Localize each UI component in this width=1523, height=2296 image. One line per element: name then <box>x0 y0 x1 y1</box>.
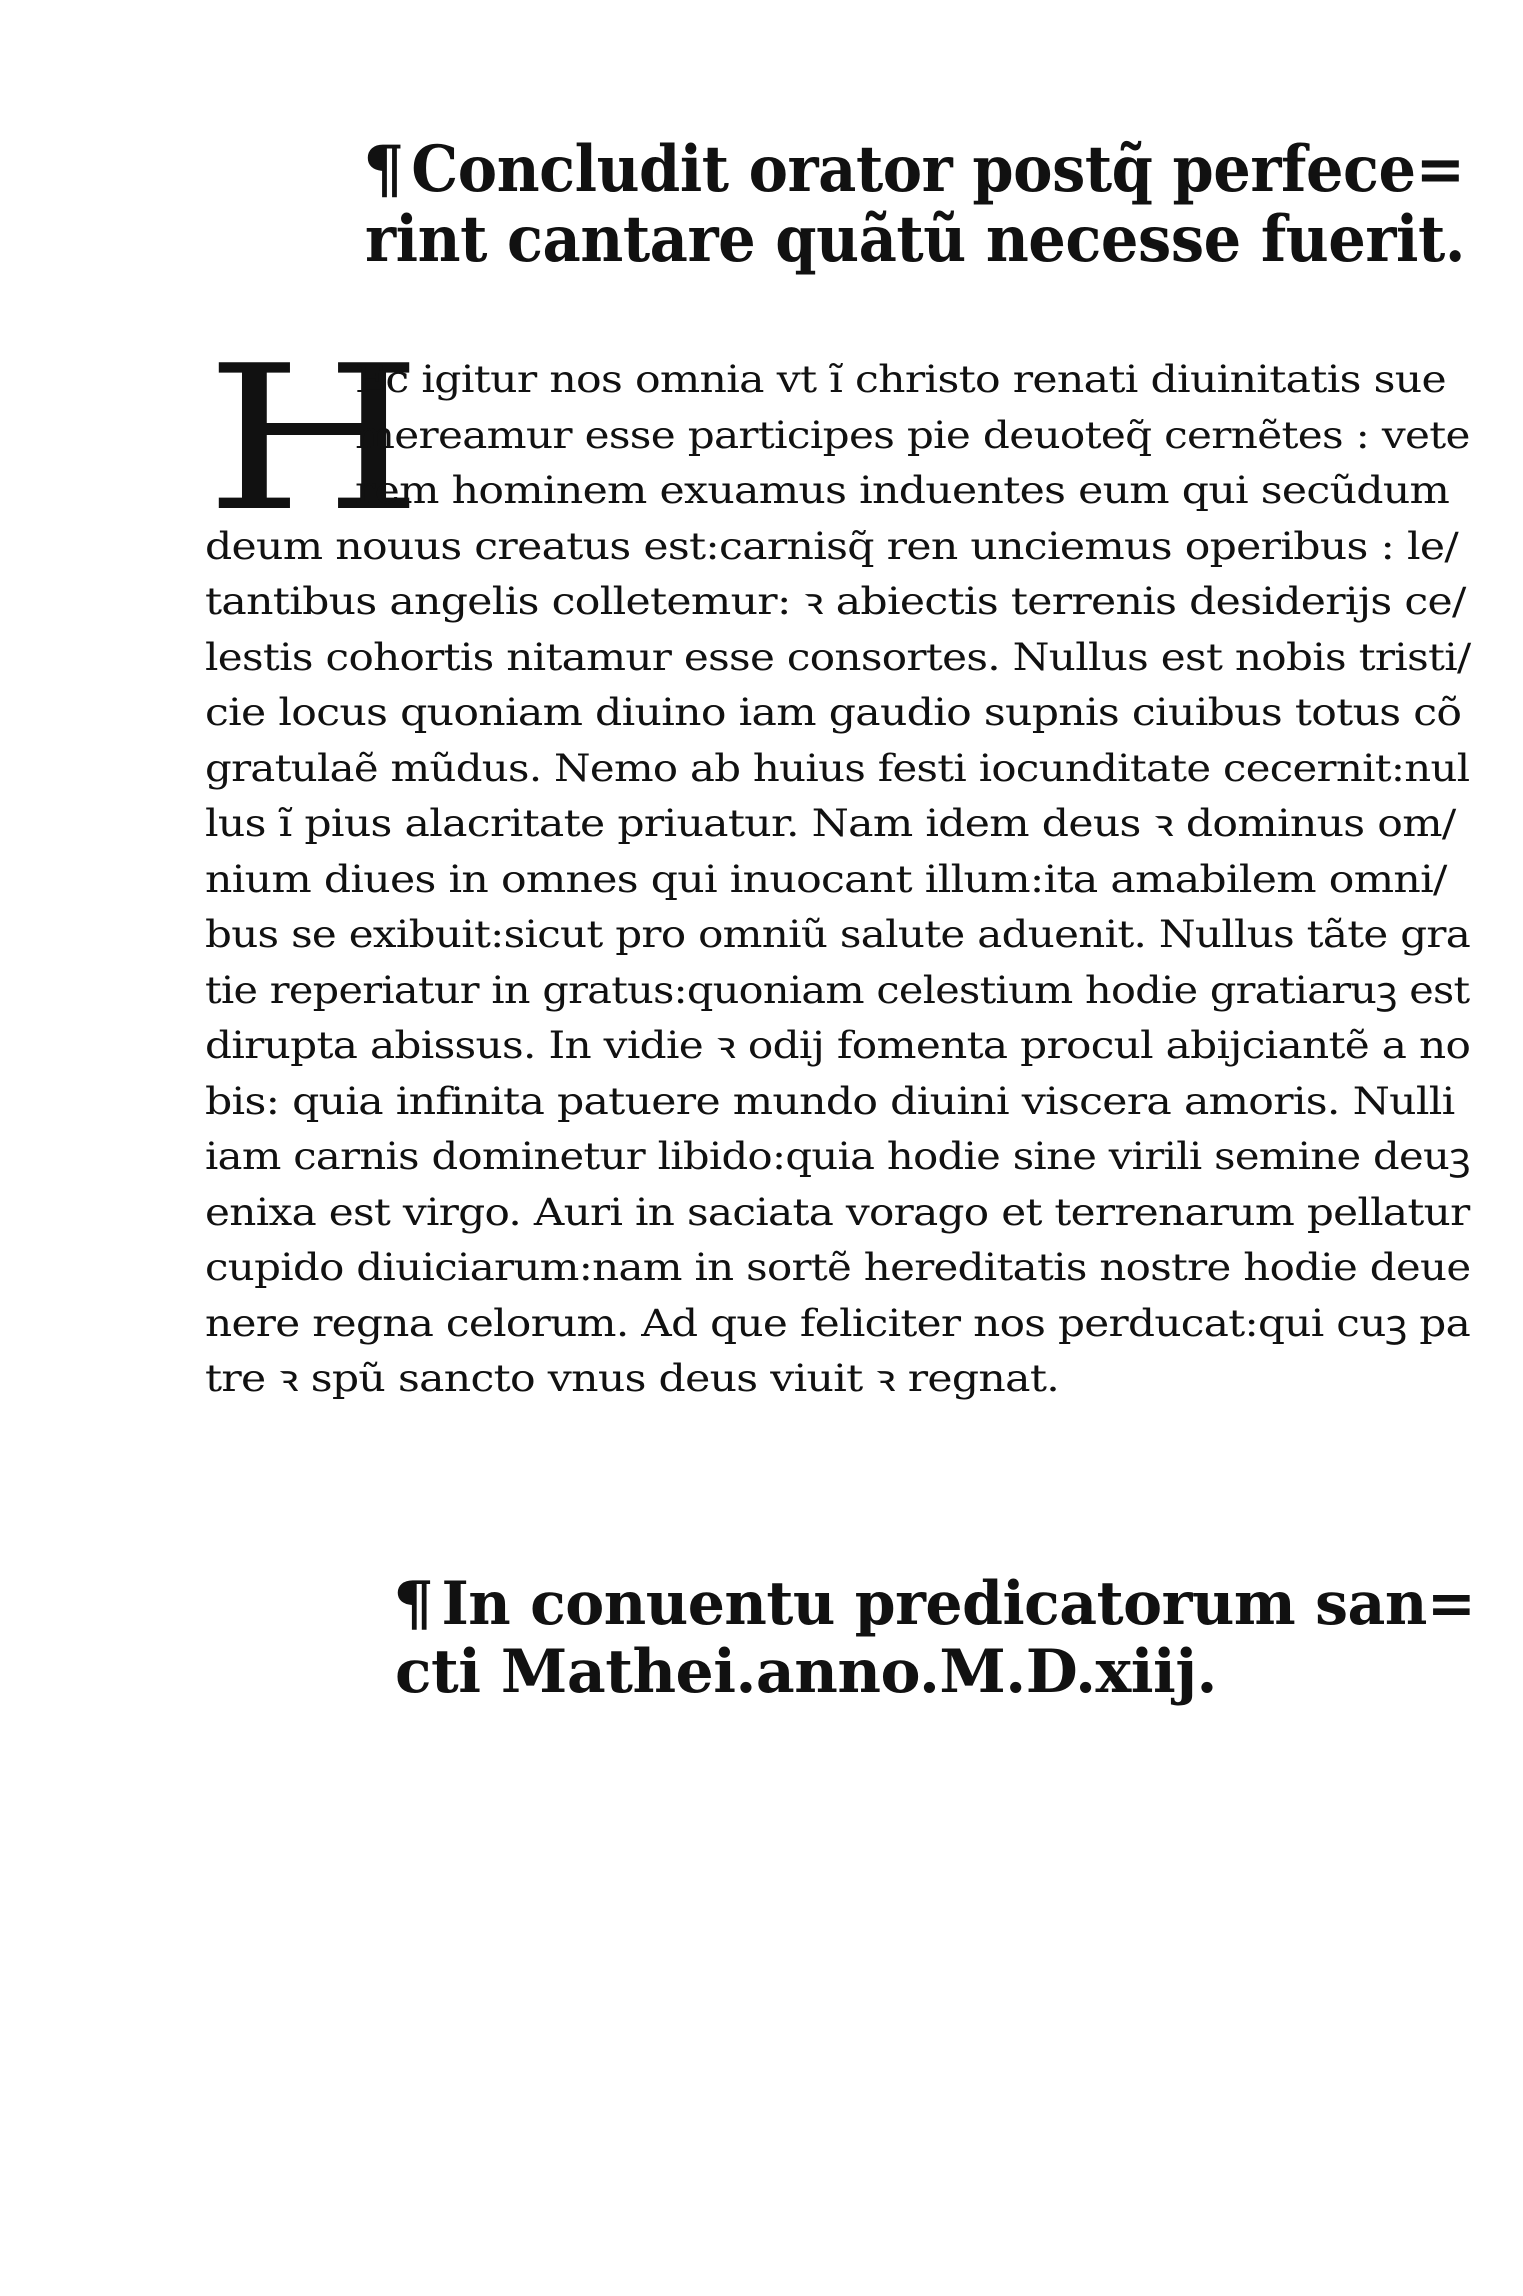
body-line: nium diues in omnes qui inuocant illum:ita amabilem omni/ <box>205 857 1447 901</box>
body-line: gratulaẽ mũdus. Nemo ab huius festi iocunditate cecernit:nul <box>205 746 1470 790</box>
colophon-line-2: cti Mathei.anno.M.D.xiij. <box>395 1637 1217 1707</box>
heading-line-1 <box>363 132 1465 207</box>
pilcrow-mark: ¶ <box>363 132 404 207</box>
body-line: bus se exibuit:sicut pro omniũ salute aduenit. Nullus tãte gra <box>205 913 1471 956</box>
body-line: dirupta abissus. In vidie ꝛ odij fomenta procul abijciantẽ a no <box>205 1024 1471 1067</box>
pilcrow-mark: ¶ <box>393 1569 434 1639</box>
body-text <box>205 323 1471 1415</box>
body-line: nere regna celorum. Ad que feliciter nos perducat:qui cuꝫ pa <box>205 1301 1471 1345</box>
colophon-line-1 <box>393 1569 1476 1639</box>
heading-text-1: Concludit orator postq̃ perfece= <box>411 132 1465 207</box>
body-line: enixa est virgo. Auri in saciata vorago et terrenarum pellatur <box>205 1190 1470 1234</box>
body-line: Ec igitur nos omnia vt ĩ christo renati diuinitatis sue <box>355 358 1446 401</box>
initial-capital: H <box>205 323 424 556</box>
colophon <box>395 1570 1475 1706</box>
body-line: iam carnis dominetur libido:quia hodie sine virili semine deuꝫ <box>205 1135 1470 1178</box>
colophon-text-1: In conuentu predicatorum san= <box>441 1569 1476 1639</box>
body-line: cupido diuiciarum:nam in sortẽ hereditatis nostre hodie deue <box>205 1246 1471 1289</box>
heading-line-2: rint cantare quãtũ necesse fuerit. <box>365 202 1465 277</box>
body-line: bis: quia infinita patuere mundo diuini viscera amoris. Nulli <box>205 1079 1455 1123</box>
body-line: mereamur esse participes pie deuoteq̃ cernẽtes : vete <box>355 413 1470 457</box>
body-line: lus ĩ pius alacritate priuatur. Nam idem deus ꝛ dominus om/ <box>205 802 1456 845</box>
section-heading <box>363 132 1465 277</box>
body-line: rem hominem exuamus induentes eum qui secũdum <box>355 469 1450 512</box>
body-line: tre ꝛ spũ sancto vnus deus viuit ꝛ regnat. <box>205 1357 1060 1400</box>
body-line: tie reperiatur in gratus:quoniam celestium hodie gratiaruꝫ est <box>205 968 1470 1012</box>
body-line: deum nouus creatus est:carnisq̃ ren unciemus operibus : le/ <box>205 524 1459 568</box>
body-line: lestis cohortis nitamur esse consortes. Nullus est nobis tristi/ <box>205 635 1471 679</box>
body-line: cie locus quoniam diuino iam gaudio supnis ciuibus totus cõ <box>205 691 1462 734</box>
body-line: tantibus angelis colletemur: ꝛ abiectis terrenis desiderijs ce/ <box>205 580 1466 623</box>
